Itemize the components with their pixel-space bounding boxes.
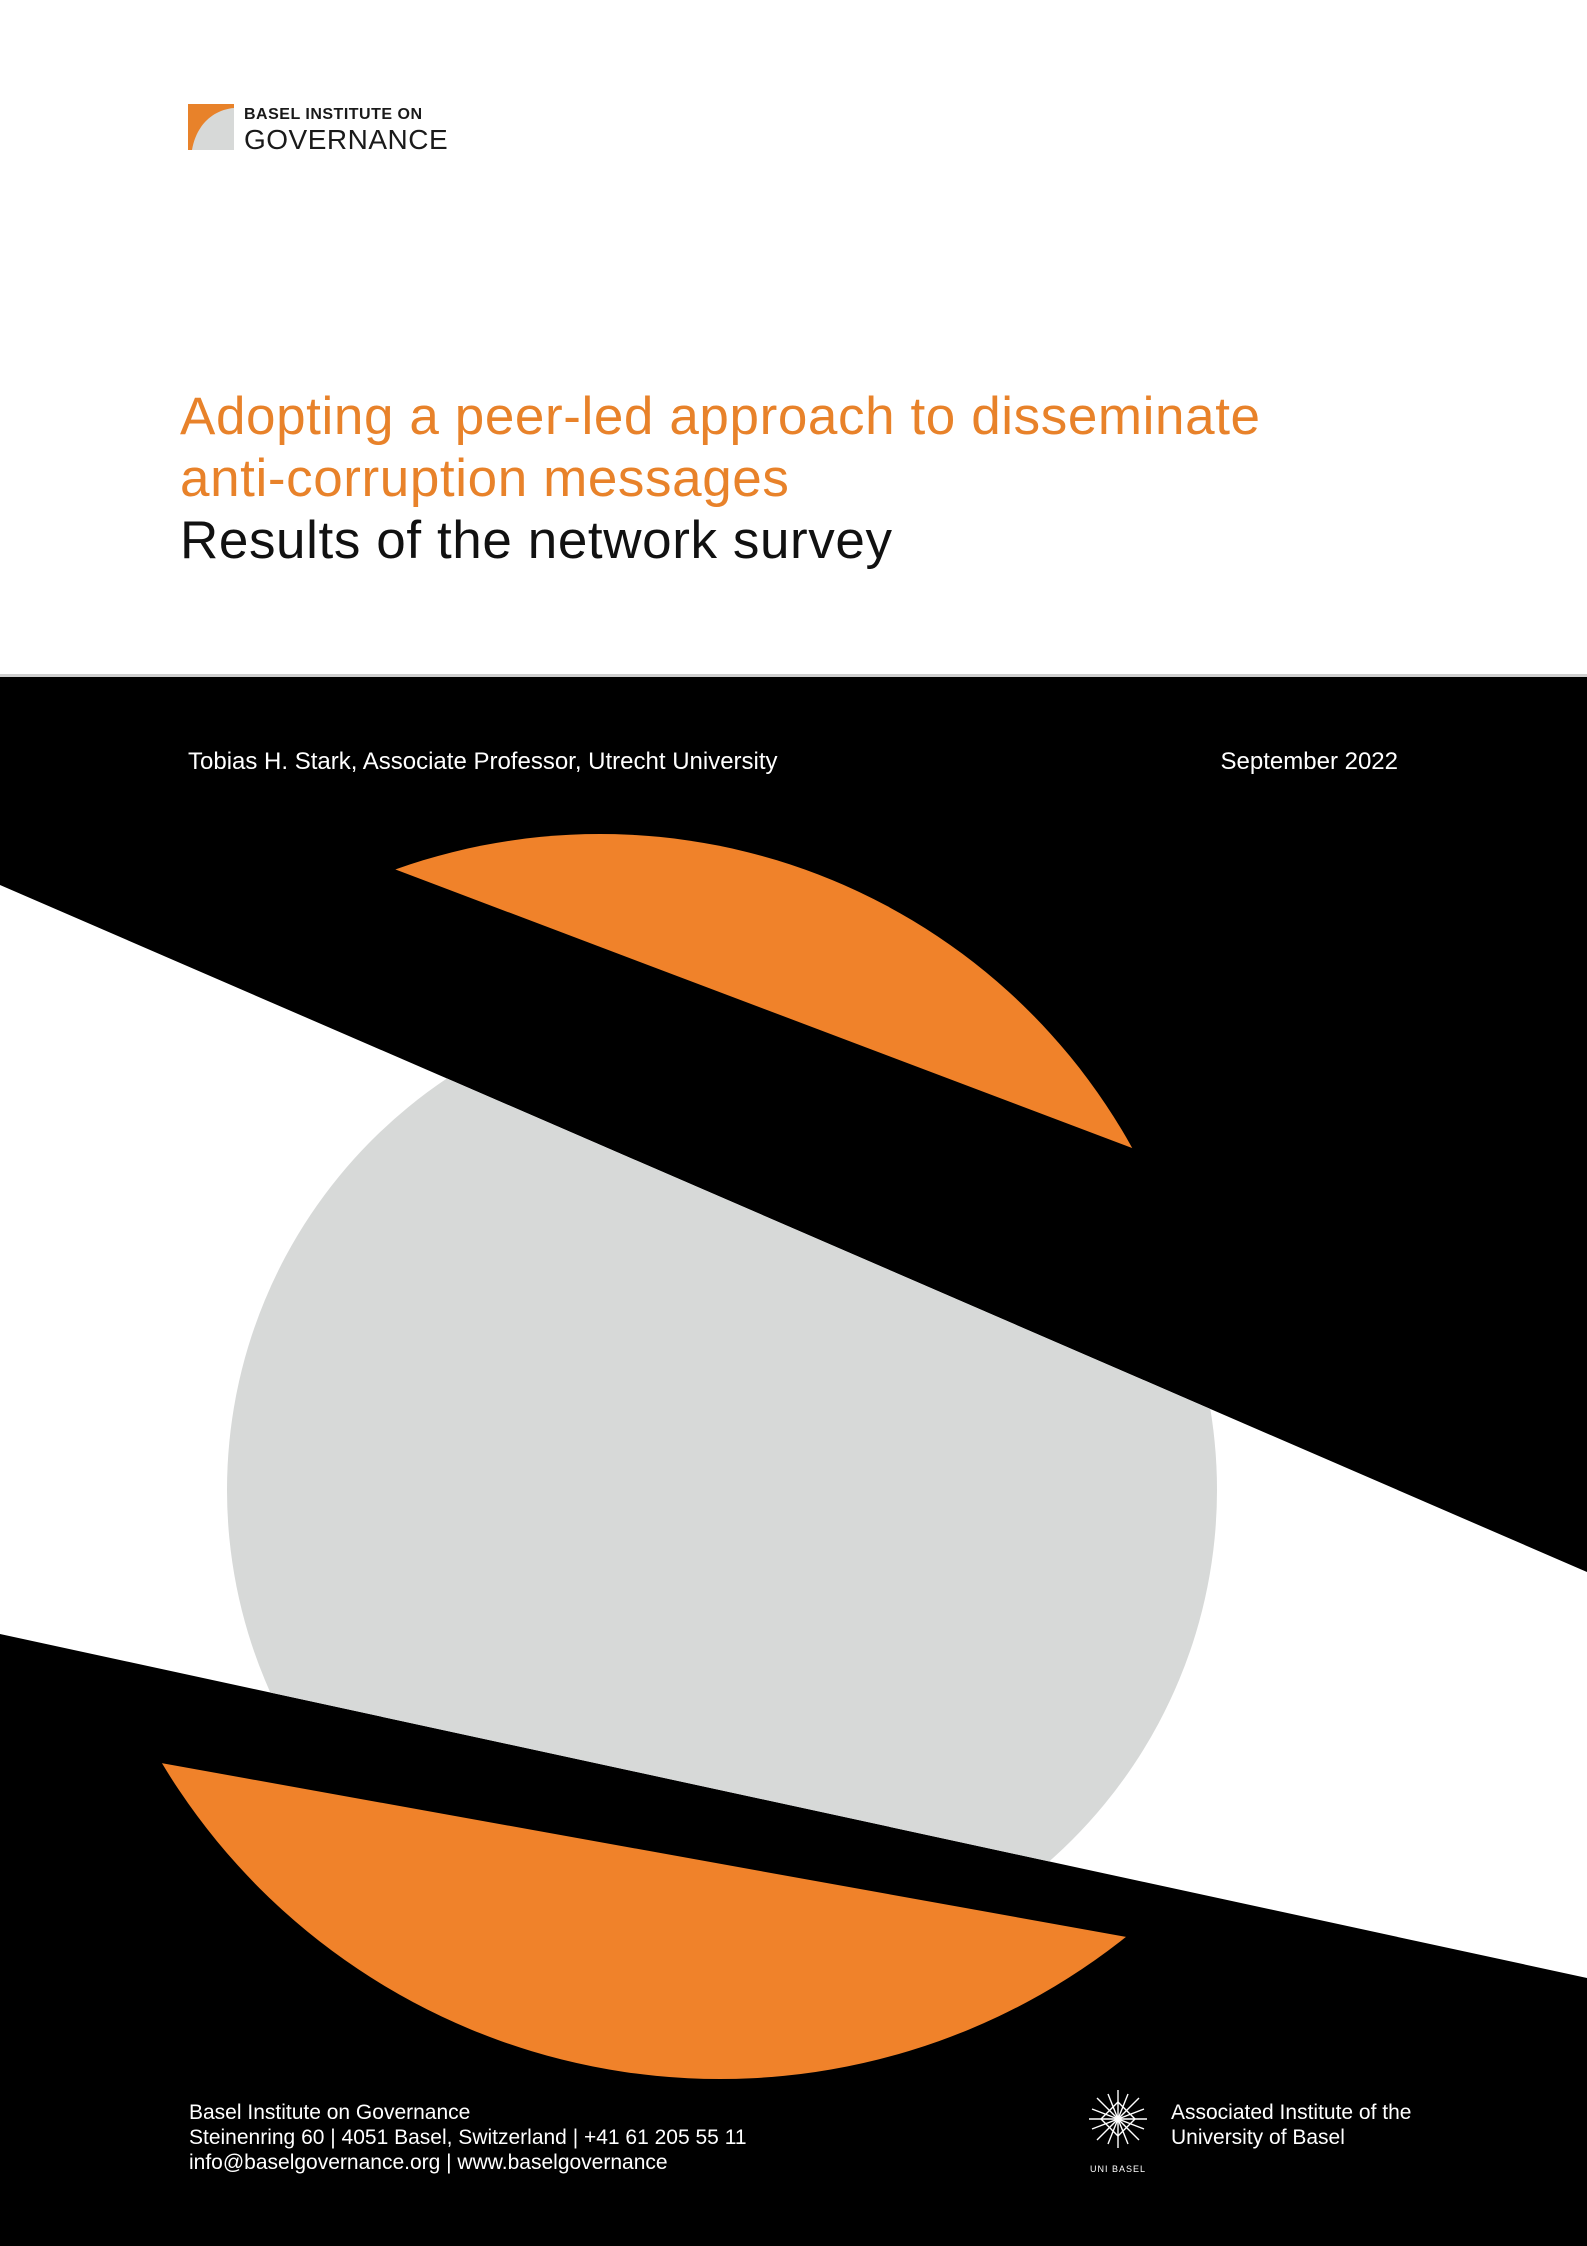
footer-web-contact: info@baselgovernance.org | www.baselgovernance <box>189 2151 668 2174</box>
footer-affiliation <box>1171 2100 1411 2150</box>
title-block <box>180 386 1480 572</box>
footer-address: Steinenring 60 | 4051 Basel, Switzerland | +41 61 205 55 11 <box>189 2126 747 2149</box>
logo-text-line2: GOVERNANCE <box>244 124 449 155</box>
footer-contact <box>189 2100 747 2175</box>
basel-institute-logo <box>188 104 458 154</box>
affiliation-line1: Associated Institute of the <box>1171 2101 1412 2124</box>
uni-basel-text: UNI BASEL <box>1089 2164 1147 2174</box>
subtitle: Results of the network survey <box>180 511 893 570</box>
cover-graphic <box>0 677 1587 2246</box>
author-line: Tobias H. Stark, Associate Professor, Utrecht University <box>188 748 778 775</box>
uni-basel-logo-icon <box>1086 2088 1150 2174</box>
logo-mark-icon <box>188 104 234 150</box>
title-line1: Adopting a peer-led approach to disseminate <box>180 387 1261 446</box>
footer-org-name: Basel Institute on Governance <box>189 2101 471 2124</box>
title-line2: anti-corruption messages <box>180 449 790 508</box>
logo-text-line1: BASEL INSTITUTE ON <box>244 106 423 123</box>
affiliation-line2: University of Basel <box>1171 2126 1345 2149</box>
publication-date: September 2022 <box>1220 748 1398 775</box>
